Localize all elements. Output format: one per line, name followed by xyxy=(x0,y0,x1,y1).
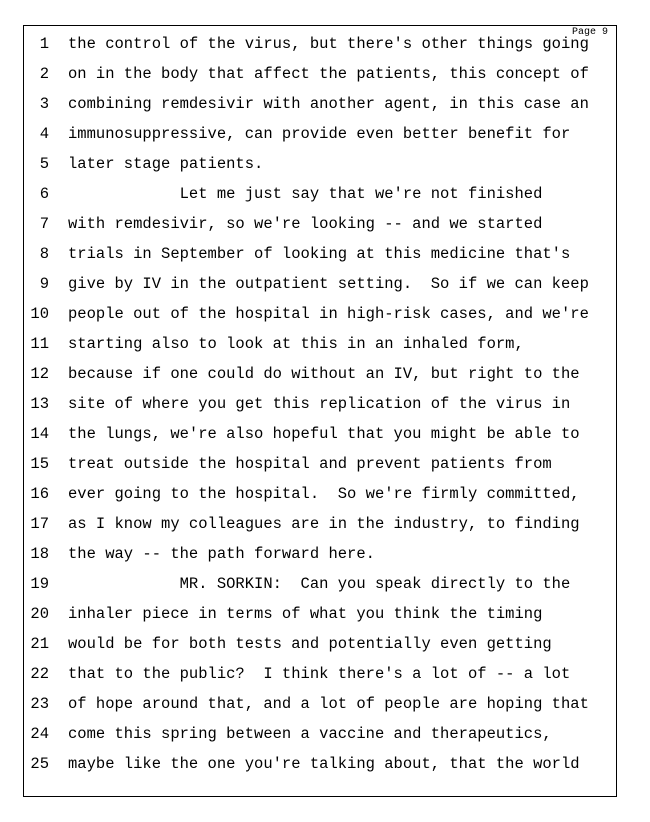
transcript-line xyxy=(24,119,616,149)
transcript-line xyxy=(24,59,616,89)
transcript-line xyxy=(24,89,616,119)
transcript-line xyxy=(24,719,616,749)
line-number: 9 xyxy=(39,275,49,293)
line-number: 17 xyxy=(30,515,49,533)
line-text: because if one could do without an IV, but right to the xyxy=(68,365,580,383)
transcript-line xyxy=(24,749,616,779)
line-text: as I know my colleagues are in the industry, to finding xyxy=(68,515,580,533)
line-text: combining remdesivir with another agent, in this case an xyxy=(68,95,589,113)
transcript-line xyxy=(24,569,616,599)
line-text: that to the public? I think there's a lot of -- a lot xyxy=(68,665,571,683)
transcript-line xyxy=(24,599,616,629)
page-number: Page 9 xyxy=(571,27,608,38)
line-number: 16 xyxy=(30,485,49,503)
line-text: the lungs, we're also hopeful that you might be able to xyxy=(68,425,580,443)
transcript-line xyxy=(24,149,616,179)
line-number: 3 xyxy=(39,95,49,113)
line-text: people out of the hospital in high-risk cases, and we're xyxy=(68,305,589,323)
transcript-line xyxy=(24,299,616,329)
transcript-line xyxy=(24,479,616,509)
line-text: Let me just say that we're not finished xyxy=(68,185,543,203)
transcript-page xyxy=(23,25,617,797)
line-text: site of where you get this replication of the virus in xyxy=(68,395,571,413)
line-text: trials in September of looking at this medicine that's xyxy=(68,245,571,263)
line-text: with remdesivir, so we're looking -- and we started xyxy=(68,215,543,233)
line-text: starting also to look at this in an inhaled form, xyxy=(68,335,524,353)
transcript-line xyxy=(24,539,616,569)
line-text: maybe like the one you're talking about, that the world xyxy=(68,755,580,773)
line-number: 18 xyxy=(30,545,49,563)
line-text: give by IV in the outpatient setting. So if we can keep xyxy=(68,275,589,293)
line-number: 11 xyxy=(30,335,49,353)
transcript-line xyxy=(24,239,616,269)
line-number: 20 xyxy=(30,605,49,623)
line-number: 4 xyxy=(39,125,49,143)
transcript-line xyxy=(24,359,616,389)
line-number: 6 xyxy=(39,185,49,203)
transcript-line xyxy=(24,209,616,239)
transcript-line xyxy=(24,629,616,659)
line-number: 1 xyxy=(39,35,49,53)
transcript-line xyxy=(24,689,616,719)
transcript-lines xyxy=(24,29,616,779)
line-text: on in the body that affect the patients, this concept of xyxy=(68,65,589,83)
line-number: 8 xyxy=(39,245,49,263)
line-text: the control of the virus, but there's other things going xyxy=(68,35,589,53)
transcript-line xyxy=(24,659,616,689)
line-number: 14 xyxy=(30,425,49,443)
line-number: 13 xyxy=(30,395,49,413)
line-text: later stage patients. xyxy=(68,155,264,173)
line-number: 7 xyxy=(39,215,49,233)
line-number: 25 xyxy=(30,755,49,773)
line-number: 23 xyxy=(30,695,49,713)
transcript-line xyxy=(24,389,616,419)
line-text: treat outside the hospital and prevent patients from xyxy=(68,455,552,473)
transcript-line xyxy=(24,509,616,539)
line-number: 5 xyxy=(39,155,49,173)
line-text: inhaler piece in terms of what you think the timing xyxy=(68,605,543,623)
line-text: of hope around that, and a lot of people are hoping that xyxy=(68,695,589,713)
transcript-line xyxy=(24,29,616,59)
line-text: come this spring between a vaccine and therapeutics, xyxy=(68,725,552,743)
line-number: 12 xyxy=(30,365,49,383)
line-number: 19 xyxy=(30,575,49,593)
line-text: ever going to the hospital. So we're firmly committed, xyxy=(68,485,580,503)
line-text: the way -- the path forward here. xyxy=(68,545,375,563)
line-number: 24 xyxy=(30,725,49,743)
line-number: 2 xyxy=(39,65,49,83)
line-text: would be for both tests and potentially even getting xyxy=(68,635,552,653)
line-number: 22 xyxy=(30,665,49,683)
line-number: 21 xyxy=(30,635,49,653)
line-text: immunosuppressive, can provide even better benefit for xyxy=(68,125,571,143)
transcript-line xyxy=(24,179,616,209)
transcript-line xyxy=(24,269,616,299)
line-text: MR. SORKIN: Can you speak directly to the xyxy=(68,575,571,593)
line-number: 10 xyxy=(30,305,49,323)
transcript-line xyxy=(24,449,616,479)
line-number: 15 xyxy=(30,455,49,473)
transcript-line xyxy=(24,419,616,449)
transcript-line xyxy=(24,329,616,359)
